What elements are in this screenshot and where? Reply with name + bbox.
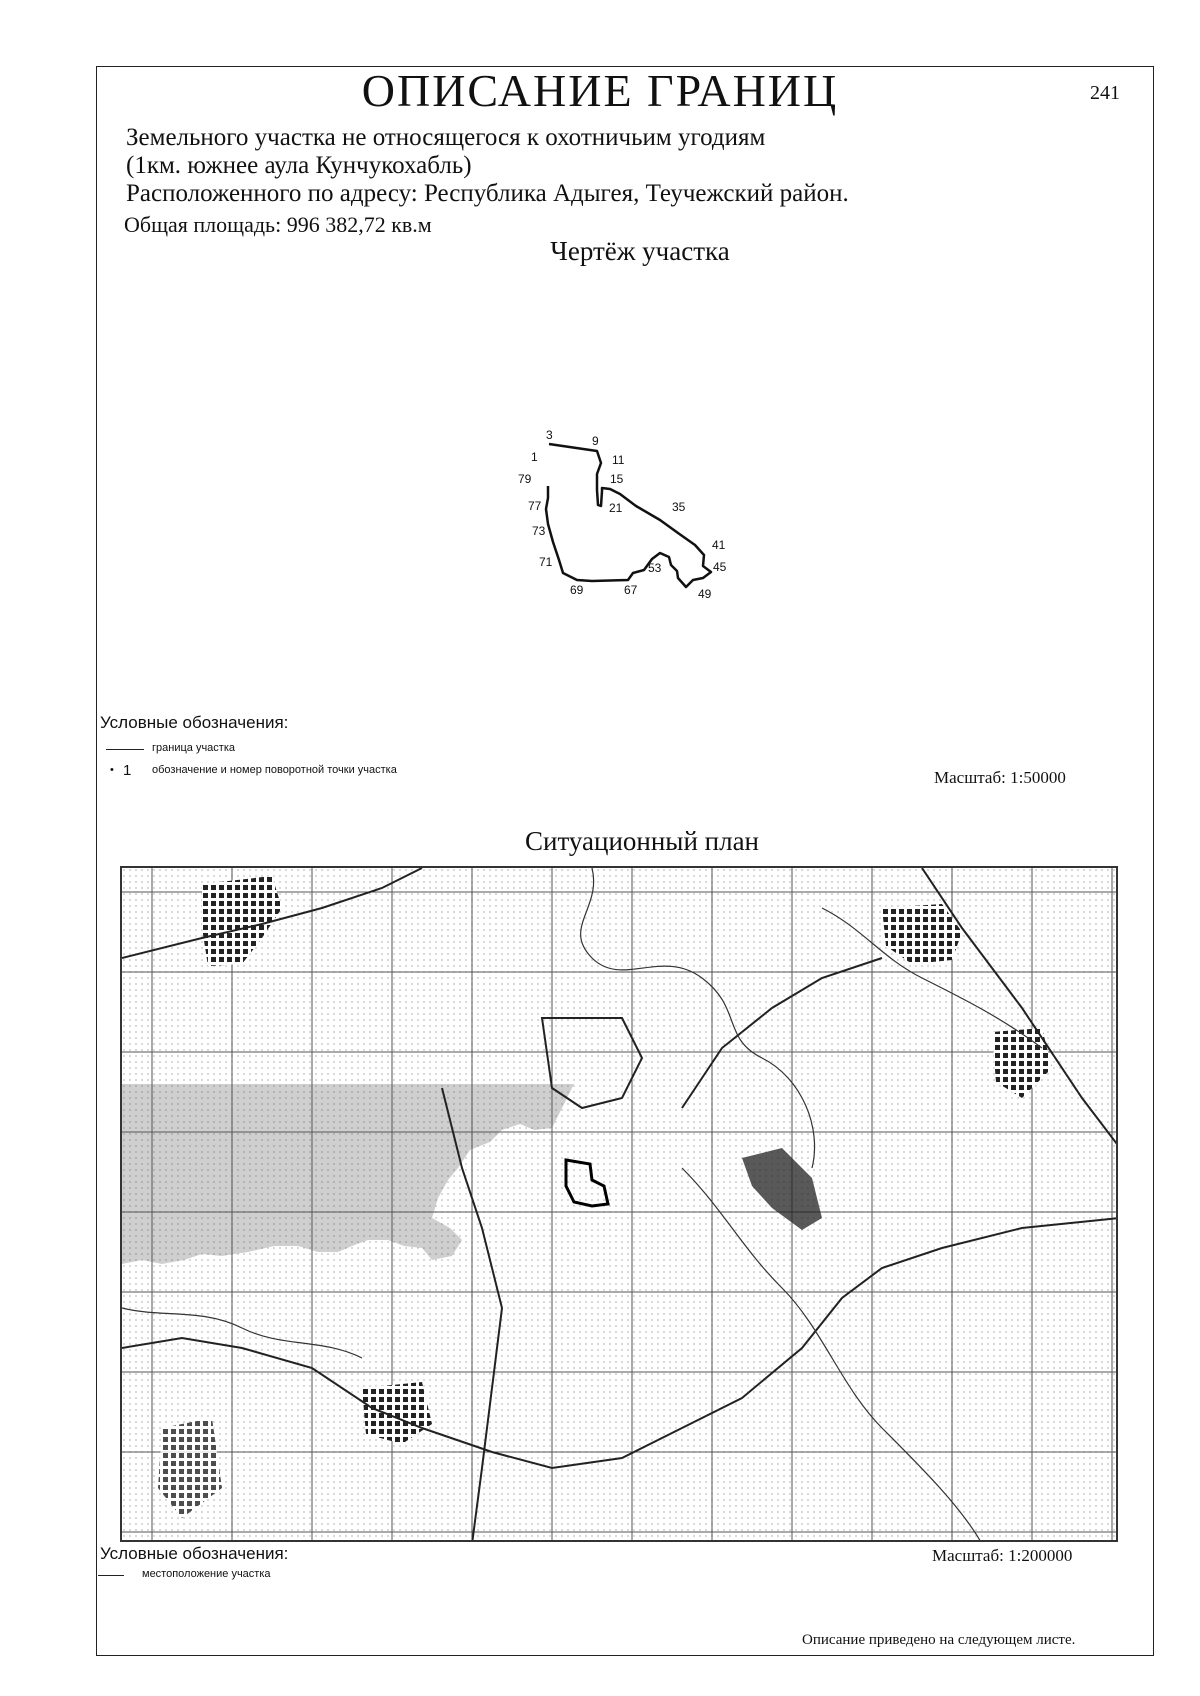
point-legend-text: обозначение и номер поворотной точки участка	[152, 764, 397, 776]
header-line-3: Расположенного по адресу: Республика Адыгея, Теучежский район.	[126, 180, 849, 207]
drawing-title: Чертёж участка	[550, 236, 730, 266]
point-label: 53	[648, 561, 662, 575]
point-label: 3	[546, 428, 553, 442]
header-line-2: (1км. южнее аула Кунчукохабль)	[126, 152, 472, 179]
point-label: 79	[518, 472, 532, 486]
point-label: 9	[592, 434, 599, 448]
document-title: ОПИСАНИЕ ГРАНИЦ	[361, 65, 839, 116]
drawing-scale: Масштаб: 1:50000	[934, 768, 1066, 787]
boundary-legend-text: граница участка	[152, 742, 235, 754]
point-label: 41	[712, 538, 726, 552]
header-line-4: Общая площадь: 996 382,72 кв.м	[124, 212, 432, 237]
point-label: 45	[713, 560, 727, 574]
parcel-boundary	[546, 444, 711, 587]
point-label: 15	[610, 472, 624, 486]
location-legend-text: местоположение участка	[142, 1568, 271, 1580]
point-label: 69	[570, 583, 584, 597]
point-label: 21	[609, 501, 623, 515]
point-label: 1	[531, 450, 538, 464]
point-label: 73	[532, 524, 546, 538]
point-label: 67	[624, 583, 638, 597]
point-label: 77	[528, 499, 542, 513]
point-legend-bullet: •	[110, 764, 114, 776]
boundary-legend-line	[106, 749, 144, 750]
location-legend-line	[98, 1575, 124, 1576]
point-label: 11	[612, 453, 625, 467]
point-legend-marker: 1	[123, 762, 132, 779]
situation-map	[120, 866, 1118, 1542]
page-number: 241	[1090, 82, 1120, 104]
point-label: 35	[672, 500, 686, 514]
drawing-legend-title: Условные обозначения:	[100, 713, 289, 732]
plan-legend-title: Условные обозначения:	[100, 1544, 289, 1563]
footer-note: Описание приведено на следующем листе.	[802, 1632, 1076, 1648]
plan-scale: Масштаб: 1:200000	[932, 1546, 1073, 1565]
header-line-1: Земельного участка не относящегося к охотничьим угодиям	[126, 124, 766, 151]
situation-plan-title: Ситуационный план	[524, 826, 760, 856]
point-label: 49	[698, 587, 712, 601]
topographic-map-graphic	[122, 868, 1118, 1542]
point-label: 71	[539, 555, 553, 569]
